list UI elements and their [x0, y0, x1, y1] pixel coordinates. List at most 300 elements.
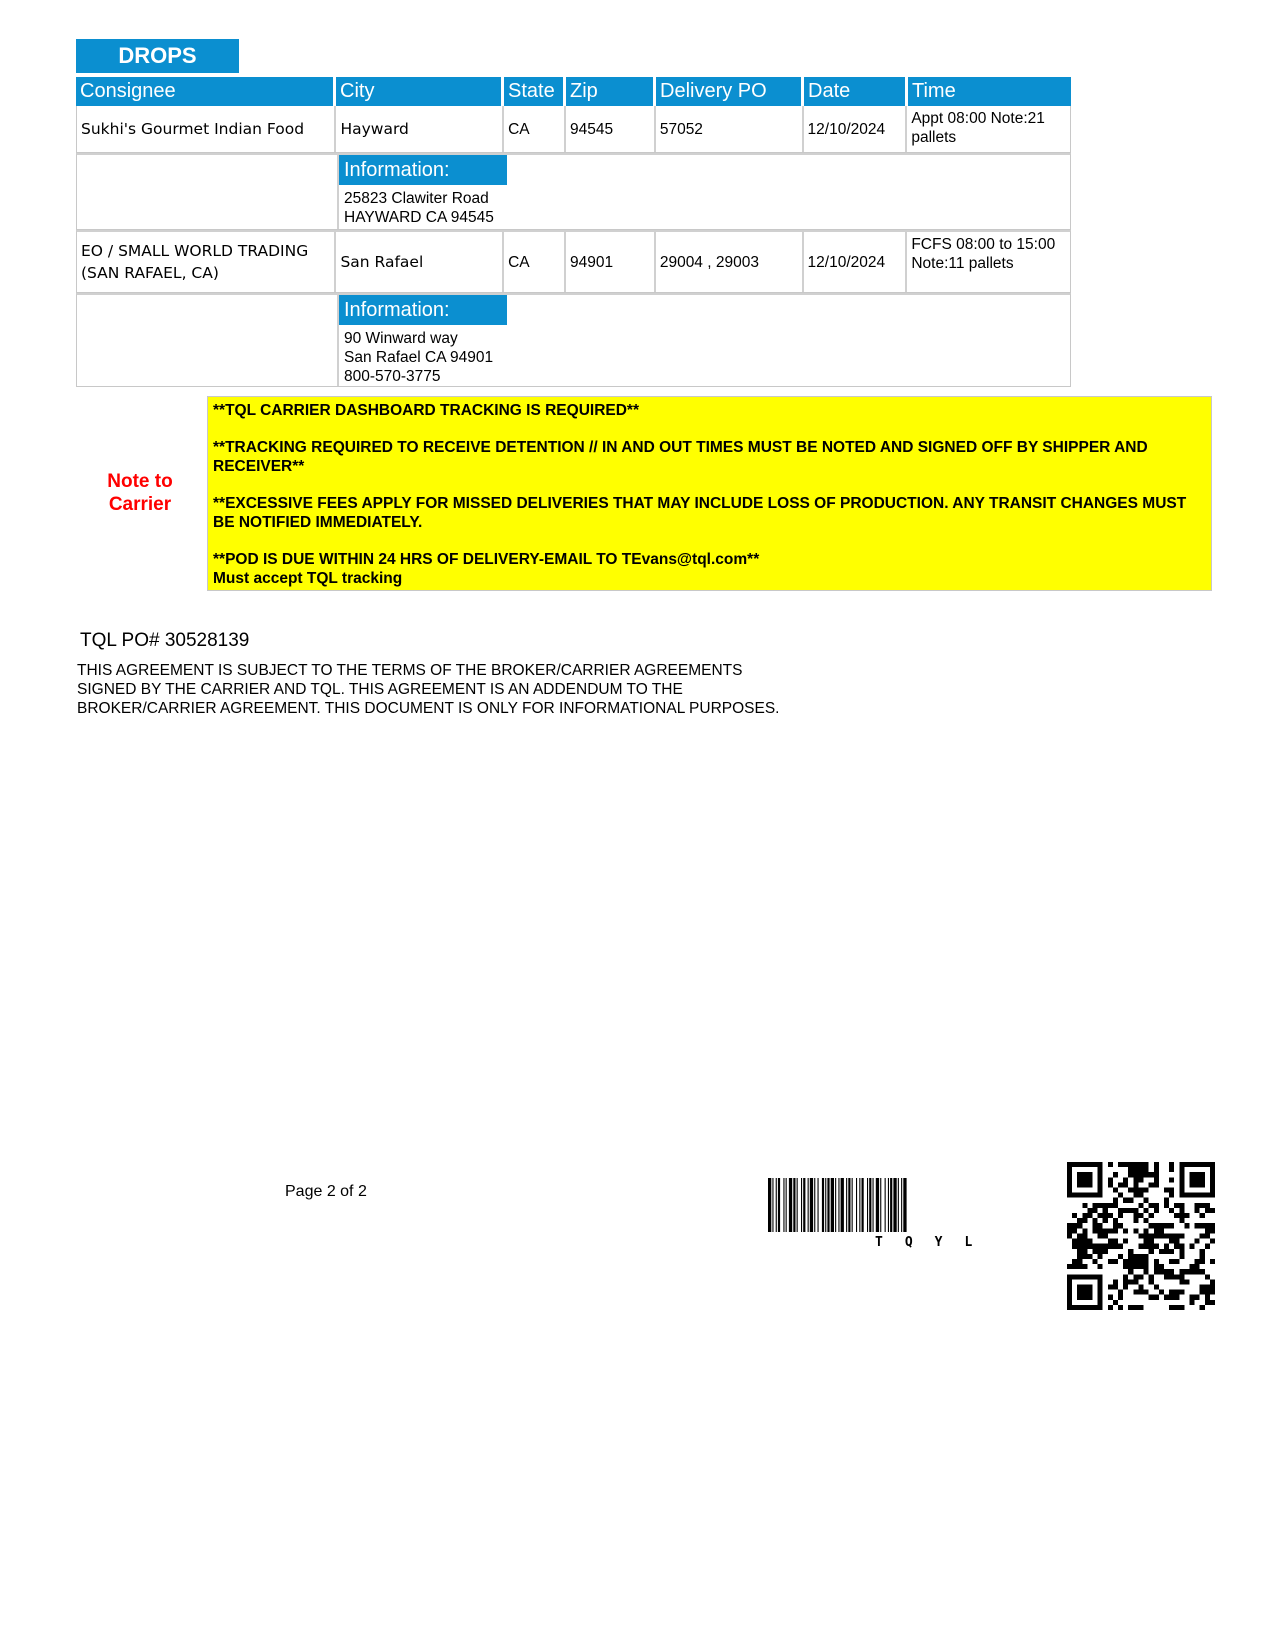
qr-module — [1200, 1223, 1205, 1228]
qr-module — [1133, 1279, 1138, 1284]
qr-module — [1149, 1244, 1154, 1249]
barcode-bar — [768, 1178, 771, 1232]
qr-module — [1144, 1259, 1149, 1264]
qr-module — [1144, 1244, 1149, 1249]
qr-module — [1082, 1233, 1087, 1238]
barcode-bar — [831, 1178, 834, 1232]
barcode-graphic — [768, 1178, 1048, 1232]
qr-module — [1133, 1193, 1138, 1198]
qr-module — [1077, 1233, 1082, 1238]
barcode-bar — [869, 1178, 871, 1232]
qr-module — [1179, 1279, 1184, 1284]
qr-module — [1118, 1193, 1123, 1198]
qr-module — [1159, 1223, 1164, 1228]
barcode-bar — [803, 1178, 805, 1232]
info-line: San Rafael CA 94901 — [344, 349, 494, 366]
barcode-bar — [893, 1178, 896, 1232]
qr-module — [1179, 1203, 1184, 1208]
qr-module — [1154, 1233, 1159, 1238]
qr-module — [1093, 1223, 1098, 1228]
qr-module — [1195, 1269, 1200, 1274]
qr-module — [1144, 1198, 1149, 1203]
qr-module — [1144, 1188, 1149, 1193]
drops-title: DROPS — [76, 39, 239, 73]
qr-module — [1164, 1244, 1169, 1249]
barcode-bar — [797, 1178, 798, 1232]
qr-module — [1133, 1177, 1138, 1182]
note-line: **EXCESSIVE FEES APPLY FOR MISSED DELIVERIES THAT MAY INCLUDE LOSS OF PRODUCTION. ANY TRANSIT CHANGES MUST BE NOTIFIED IMMEDIATELY. — [213, 495, 1187, 531]
qr-module — [1195, 1223, 1200, 1228]
barcode-bar — [903, 1178, 906, 1232]
qr-module — [1067, 1228, 1072, 1233]
qr-module — [1133, 1218, 1138, 1223]
qr-module — [1123, 1264, 1128, 1269]
qr-module — [1154, 1177, 1159, 1182]
qr-module — [1113, 1259, 1118, 1264]
qr-module — [1082, 1249, 1087, 1254]
qr-module — [1082, 1203, 1087, 1208]
qr-module — [1138, 1162, 1143, 1167]
qr-module — [1123, 1182, 1128, 1187]
qr-module — [1169, 1249, 1174, 1254]
qr-module — [1210, 1279, 1215, 1284]
qr-module — [1210, 1284, 1215, 1289]
qr-module — [1113, 1223, 1118, 1228]
qr-module — [1128, 1254, 1133, 1259]
qr-module — [1082, 1244, 1087, 1249]
qr-module — [1133, 1290, 1138, 1295]
qr-module — [1169, 1305, 1174, 1310]
qr-module — [1179, 1274, 1184, 1279]
qr-module — [1113, 1203, 1118, 1208]
qr-module — [1138, 1264, 1143, 1269]
qr-module — [1077, 1239, 1082, 1244]
qr-module — [1144, 1172, 1149, 1177]
qr-module — [1189, 1300, 1194, 1305]
qr-module — [1164, 1274, 1169, 1279]
qr-module — [1093, 1244, 1098, 1249]
qr-module — [1118, 1182, 1123, 1187]
po-number: TQL PO# 30528139 — [80, 630, 250, 651]
qr-module — [1138, 1213, 1143, 1218]
info-line: 90 Winward way — [344, 330, 458, 347]
qr-module — [1113, 1172, 1118, 1177]
qr-module — [1067, 1264, 1072, 1269]
qr-module — [1072, 1213, 1077, 1218]
qr-module — [1154, 1182, 1159, 1187]
qr-module — [1149, 1295, 1154, 1300]
qr-module — [1108, 1177, 1113, 1182]
qr-module — [1138, 1233, 1143, 1238]
qr-module — [1149, 1172, 1154, 1177]
qr-module — [1184, 1269, 1189, 1274]
barcode-bar — [898, 1178, 899, 1232]
info-address — [344, 189, 494, 227]
qr-module — [1159, 1290, 1164, 1295]
qr-module — [1205, 1203, 1210, 1208]
info-row — [76, 293, 1071, 387]
qr-module — [1098, 1254, 1103, 1259]
qr-module — [1195, 1203, 1200, 1208]
qr-module — [1200, 1305, 1205, 1310]
qr-module — [1154, 1244, 1159, 1249]
qr-module — [1138, 1284, 1143, 1289]
qr-module — [1138, 1305, 1143, 1310]
qr-module — [1128, 1188, 1133, 1193]
qr-module — [1128, 1269, 1133, 1274]
info-line: 25823 Clawiter Road — [344, 190, 489, 207]
qr-module — [1123, 1279, 1128, 1284]
qr-module — [1149, 1223, 1154, 1228]
qr-module — [1164, 1249, 1169, 1254]
barcode-bar — [793, 1178, 795, 1232]
qr-module — [1103, 1208, 1108, 1213]
qr-module — [1113, 1284, 1118, 1289]
qr-module — [1087, 1254, 1092, 1259]
barcode-bar — [885, 1178, 886, 1232]
col-date: Date — [804, 77, 908, 106]
qr-module — [1072, 1259, 1077, 1264]
qr-module — [1159, 1264, 1164, 1269]
time-cell: Appt 08:00 Note:21 pallets — [911, 110, 1045, 146]
qr-module — [1118, 1290, 1123, 1295]
qr-module — [1108, 1305, 1113, 1310]
barcode-bar — [783, 1178, 784, 1232]
qr-module — [1144, 1208, 1149, 1213]
qr-module — [1154, 1284, 1159, 1289]
qr-module — [1189, 1172, 1204, 1187]
qr-module — [1195, 1295, 1200, 1300]
qr-module — [1118, 1295, 1123, 1300]
qr-module — [1108, 1182, 1113, 1187]
barcode-bar — [772, 1178, 773, 1232]
qr-module — [1169, 1177, 1174, 1182]
qr-module — [1189, 1264, 1194, 1269]
qr-module — [1138, 1193, 1143, 1198]
qr-module — [1210, 1300, 1215, 1305]
date-cell: 12/10/2024 — [804, 232, 908, 292]
qr-module — [1200, 1213, 1205, 1218]
qr-module — [1118, 1223, 1123, 1228]
qr-module — [1179, 1254, 1184, 1259]
barcode-bar — [778, 1178, 780, 1232]
qr-module — [1174, 1290, 1179, 1295]
info-line: HAYWARD CA 94545 — [344, 209, 494, 226]
qr-module — [1123, 1228, 1128, 1233]
barcode-bar — [848, 1178, 850, 1232]
qr-module — [1205, 1284, 1210, 1289]
qr-module — [1138, 1167, 1143, 1172]
qr-module — [1108, 1295, 1113, 1300]
table-row — [76, 230, 1071, 293]
qr-module — [1174, 1259, 1179, 1264]
qr-module — [1098, 1264, 1103, 1269]
qr-module — [1093, 1203, 1098, 1208]
qr-module — [1174, 1305, 1179, 1310]
note-to-carrier-label — [90, 470, 190, 516]
qr-module — [1195, 1259, 1200, 1264]
qr-module — [1144, 1264, 1149, 1269]
qr-module — [1164, 1203, 1169, 1208]
qr-module — [1118, 1244, 1123, 1249]
col-delivery-po: Delivery PO — [656, 77, 804, 106]
qr-module — [1098, 1244, 1103, 1249]
qr-module — [1149, 1274, 1154, 1279]
qr-module — [1205, 1290, 1210, 1295]
qr-module — [1149, 1279, 1154, 1284]
qr-module — [1169, 1167, 1174, 1172]
qr-module — [1123, 1198, 1128, 1203]
qr-module — [1108, 1203, 1113, 1208]
consignee-cell: EO / SMALL WORLD TRADING (SAN RAFAEL, CA) — [77, 232, 336, 292]
qr-module — [1144, 1218, 1149, 1223]
state-cell: CA — [504, 232, 566, 292]
qr-module — [1164, 1269, 1169, 1274]
qr-module — [1138, 1188, 1143, 1193]
state-cell: CA — [504, 106, 566, 152]
qr-module — [1159, 1269, 1164, 1274]
info-address — [344, 329, 493, 386]
qr-module — [1077, 1172, 1092, 1187]
carrier-notes-box — [207, 396, 1212, 591]
qr-module — [1133, 1254, 1138, 1259]
qr-module — [1154, 1259, 1159, 1264]
barcode-bar — [789, 1178, 792, 1232]
barcode-bar — [814, 1178, 815, 1232]
qr-module — [1128, 1162, 1133, 1167]
qr-module — [1174, 1203, 1179, 1208]
qr-module — [1154, 1208, 1159, 1213]
qr-module — [1087, 1239, 1092, 1244]
qr-module — [1098, 1213, 1103, 1218]
qr-module — [1189, 1295, 1194, 1300]
qr-module — [1077, 1284, 1092, 1299]
qr-module — [1154, 1269, 1159, 1274]
barcode-bar — [801, 1178, 802, 1232]
qr-module — [1154, 1223, 1159, 1228]
qr-module — [1154, 1295, 1159, 1300]
qr-module — [1138, 1274, 1143, 1279]
qr-module — [1128, 1305, 1133, 1310]
qr-module — [1082, 1254, 1087, 1259]
qr-module — [1184, 1213, 1189, 1218]
note-label-line: Note to — [107, 471, 173, 492]
qr-module — [1144, 1228, 1149, 1233]
qr-module — [1179, 1305, 1184, 1310]
qr-module — [1072, 1223, 1077, 1228]
qr-module — [1123, 1239, 1128, 1244]
qr-module — [1154, 1162, 1159, 1167]
qr-module — [1210, 1228, 1215, 1233]
qr-module — [1149, 1182, 1154, 1187]
qr-module — [1138, 1254, 1143, 1259]
qr-module — [1159, 1233, 1164, 1238]
barcode-bar — [862, 1178, 864, 1232]
note-line: **TQL CARRIER DASHBOARD TRACKING IS REQUIRED** — [213, 402, 639, 419]
qr-module — [1210, 1259, 1215, 1264]
qr-module — [1133, 1305, 1138, 1310]
qr-module — [1077, 1249, 1082, 1254]
qr-module — [1123, 1162, 1128, 1167]
qr-module — [1169, 1233, 1174, 1238]
city-cell: San Rafael — [336, 232, 504, 292]
qr-module — [1108, 1259, 1113, 1264]
qr-module — [1072, 1244, 1077, 1249]
qr-module — [1169, 1269, 1174, 1274]
barcode-bar — [873, 1178, 874, 1232]
qr-module — [1195, 1264, 1200, 1269]
qr-module — [1138, 1203, 1143, 1208]
qr-module — [1159, 1228, 1164, 1233]
qr-module — [1123, 1208, 1128, 1213]
qr-module — [1179, 1218, 1184, 1223]
barcode-bar — [841, 1178, 844, 1232]
qr-module — [1103, 1249, 1108, 1254]
zip-cell: 94545 — [566, 106, 656, 152]
barcode-bar — [876, 1178, 879, 1232]
barcode-bar — [786, 1178, 787, 1232]
qr-module — [1174, 1244, 1179, 1249]
qr-module — [1133, 1228, 1138, 1233]
barcode-bar — [822, 1178, 824, 1232]
barcode-bar — [856, 1178, 857, 1232]
qr-module — [1174, 1239, 1179, 1244]
zip-cell: 94901 — [566, 232, 656, 292]
qr-module — [1128, 1172, 1133, 1177]
qr-module — [1179, 1244, 1184, 1249]
qr-module — [1149, 1233, 1154, 1238]
agreement-text: THIS AGREEMENT IS SUBJECT TO THE TERMS OF THE BROKER/CARRIER AGREEMENTS SIGNED BY THE CARRIER AND TQL. THIS AGREEMENT IS AN ADDENDUM TO THE BROKER/CARRIER AGREEMENT. THIS DOCUMENT IS ONLY FOR INFORMATIONAL PURPOSES. — [77, 662, 780, 717]
note-line: **POD IS DUE WITHIN 24 HRS OF DELIVERY-EMAIL TO TEvans@tql.com** — [213, 551, 760, 568]
qr-module — [1128, 1198, 1133, 1203]
qr-module — [1179, 1269, 1184, 1274]
date-cell: 12/10/2024 — [804, 106, 908, 152]
qr-module — [1205, 1300, 1210, 1305]
qr-module — [1128, 1208, 1133, 1213]
qr-module — [1093, 1208, 1098, 1213]
barcode-bar — [825, 1178, 826, 1232]
qr-module — [1210, 1208, 1215, 1213]
qr-module — [1189, 1269, 1194, 1274]
qr-module — [1154, 1228, 1159, 1233]
qr-module — [1113, 1218, 1118, 1223]
qr-module — [1108, 1239, 1113, 1244]
qr-module — [1077, 1264, 1082, 1269]
qr-module — [1113, 1300, 1118, 1305]
qr-module — [1128, 1264, 1133, 1269]
qr-module — [1154, 1167, 1159, 1172]
qr-module — [1087, 1244, 1092, 1249]
qr-module — [1123, 1274, 1128, 1279]
qr-module — [1128, 1249, 1133, 1254]
qr-module — [1205, 1274, 1210, 1279]
qr-module — [1133, 1167, 1138, 1172]
qr-module — [1149, 1239, 1154, 1244]
barcode-bar — [859, 1178, 860, 1232]
qr-module — [1128, 1167, 1133, 1172]
col-consignee: Consignee — [76, 77, 336, 106]
barcode-bar — [901, 1178, 902, 1232]
col-zip: Zip — [566, 77, 656, 106]
qr-module — [1072, 1239, 1077, 1244]
info-spacer — [77, 155, 339, 229]
qr-module — [1164, 1198, 1169, 1203]
qr-module — [1144, 1162, 1149, 1167]
qr-module — [1098, 1203, 1103, 1208]
qr-module — [1164, 1188, 1169, 1193]
qr-module — [1113, 1244, 1118, 1249]
qr-module — [1082, 1264, 1087, 1269]
col-city: City — [336, 77, 504, 106]
qr-module — [1169, 1208, 1174, 1213]
qr-module — [1195, 1208, 1200, 1213]
barcode-bar — [867, 1178, 868, 1232]
qr-module — [1154, 1172, 1159, 1177]
qr-module — [1144, 1167, 1149, 1172]
qr-module — [1205, 1244, 1210, 1249]
qr-module — [1118, 1213, 1123, 1218]
qr-module — [1098, 1228, 1103, 1233]
qr-module — [1067, 1233, 1072, 1238]
qr-module — [1174, 1274, 1179, 1279]
qr-module — [1133, 1208, 1138, 1213]
qr-module — [1108, 1162, 1113, 1167]
qr-module — [1133, 1213, 1138, 1218]
qr-module — [1113, 1228, 1118, 1233]
qr-module — [1205, 1223, 1210, 1228]
barcode-bar — [890, 1178, 892, 1232]
qr-module — [1072, 1228, 1077, 1233]
qr-module — [1133, 1172, 1138, 1177]
qr-module — [1103, 1213, 1108, 1218]
qr-module — [1138, 1177, 1143, 1182]
qr-module — [1133, 1188, 1138, 1193]
qr-module — [1113, 1239, 1118, 1244]
barcode-bar — [888, 1178, 889, 1232]
qr-module — [1113, 1188, 1118, 1193]
qr-module — [1179, 1213, 1184, 1218]
qr-module — [1082, 1228, 1087, 1233]
delivery-po-cell: 29004 , 29003 — [656, 232, 804, 292]
qr-module — [1179, 1249, 1184, 1254]
qr-module — [1205, 1295, 1210, 1300]
qr-module — [1098, 1233, 1103, 1238]
info-label: Information: — [339, 295, 507, 325]
qr-module — [1077, 1223, 1082, 1228]
barcode-bar — [846, 1178, 847, 1232]
qr-module — [1077, 1259, 1082, 1264]
qr-module — [1144, 1233, 1149, 1238]
qr-module — [1133, 1162, 1138, 1167]
qr-module — [1159, 1249, 1164, 1254]
qr-module — [1108, 1284, 1113, 1289]
note-label-line: Carrier — [108, 494, 172, 515]
qr-module — [1149, 1213, 1154, 1218]
qr-module — [1184, 1279, 1189, 1284]
qr-module — [1133, 1259, 1138, 1264]
qr-module — [1087, 1213, 1092, 1218]
barcode-bar — [808, 1178, 809, 1232]
consignee-cell: Sukhi's Gourmet Indian Food — [77, 106, 336, 152]
qr-module — [1103, 1218, 1108, 1223]
qr-module — [1164, 1233, 1169, 1238]
qr-module — [1189, 1244, 1194, 1249]
barcode-bar — [776, 1178, 777, 1232]
qr-module — [1205, 1228, 1210, 1233]
qr-module — [1164, 1223, 1169, 1228]
qr-module — [1108, 1228, 1113, 1233]
qr-module — [1195, 1239, 1200, 1244]
